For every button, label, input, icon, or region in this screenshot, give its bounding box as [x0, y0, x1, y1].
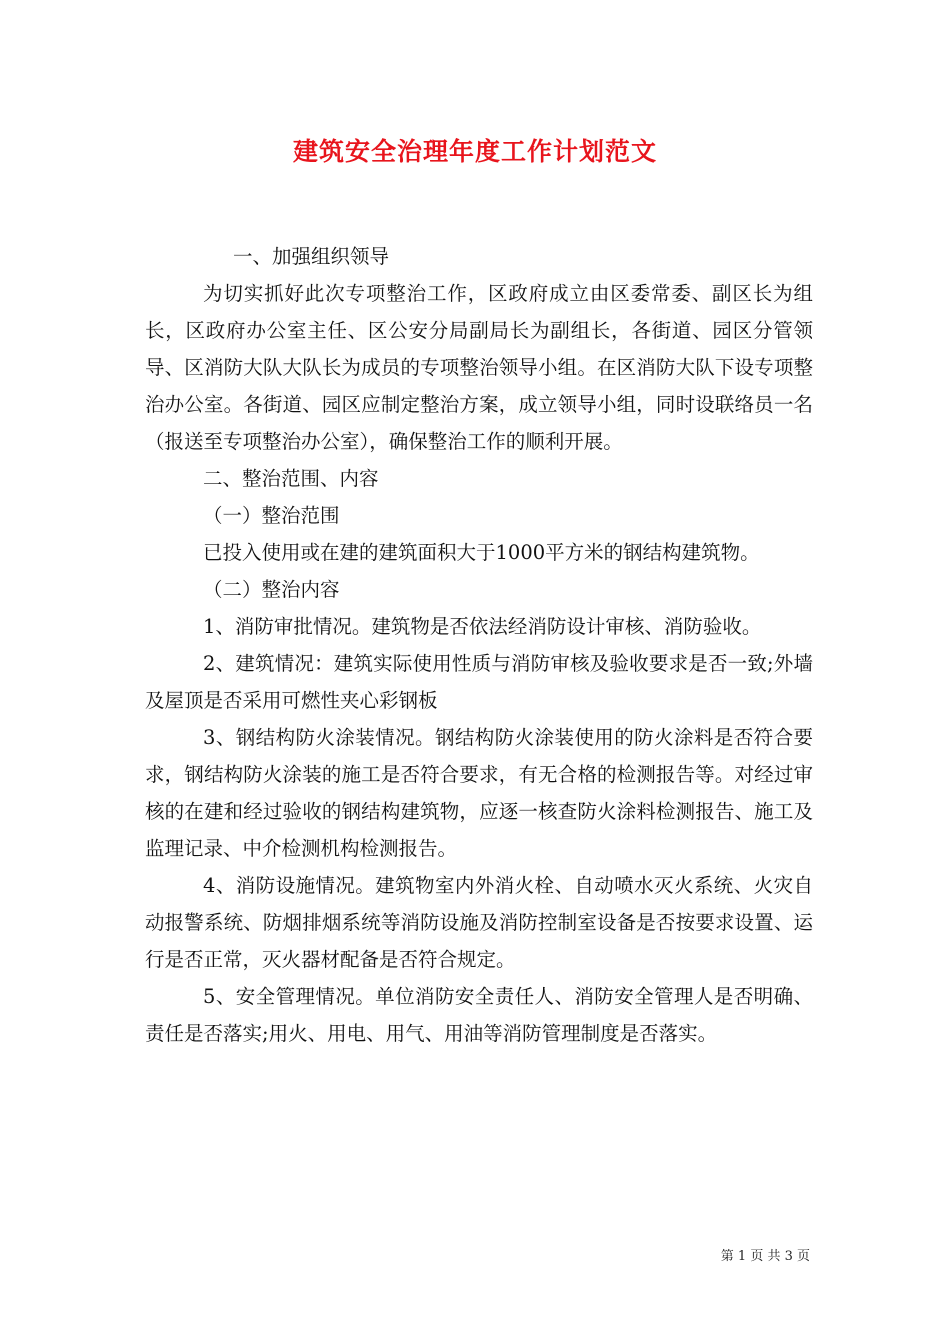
- paragraph-scope: 已投入使用或在建的建筑面积大于1000平方米的钢结构建筑物。: [203, 541, 760, 564]
- heading-section-1: 一、加强组织领导: [233, 245, 390, 268]
- paragraph-item-4: 4、消防设施情况。建筑物室内外消火栓、自动喷水灭火系统、火灾自动报警系统、防烟排烟系统等消防设施及消防控制室设备是否按要求设置、运行是否正常，灭火器材配备是否符合规定。: [145, 874, 813, 971]
- paragraph-organization: 为切实抓好此次专项整治工作，区政府成立由区委常委、副区长为组长，区政府办公室主任、区公安分局副局长为副组长，各街道、园区分管领导、区消防大队大队长为成员的专项整治领导小组。在区消防大队下设专项整治办公室。各街道、园区应制定整治方案，成立领导小组，同时设联络员一名（报送至专项整治办公室），确保整治工作的顺利开展。: [145, 282, 813, 453]
- paragraph-item-3: 3、钢结构防火涂装情况。钢结构防火涂装使用的防火涂料是否符合要求，钢结构防火涂装的施工是否符合要求，有无合格的检测报告等。对经过审核的在建和经过验收的钢结构建筑物，应逐一核查防火涂料检测报告、施工及监理记录、中介检测机构检测报告。: [145, 726, 813, 860]
- page-number-footer: 第 1 页 共 3 页: [720, 1249, 810, 1264]
- paragraph-item-2: 2、建筑情况：建筑实际使用性质与消防审核及验收要求是否一致;外墙及屋顶是否采用可燃性夹心彩钢板: [145, 652, 813, 712]
- heading-section-2: 二、整治范围、内容: [203, 467, 379, 490]
- subheading-scope: （一）整治范围: [203, 504, 340, 527]
- paragraph-item-5: 5、安全管理情况。单位消防安全责任人、消防安全管理人是否明确、责任是否落实;用火、用电、用气、用油等消防管理制度是否落实。: [145, 985, 813, 1045]
- paragraph-item-1: 1、消防审批情况。建筑物是否依法经消防设计审核、消防验收。: [203, 615, 762, 638]
- document-body: [145, 238, 813, 1052]
- subheading-content: （二）整治内容: [203, 578, 340, 601]
- document-title: 建筑安全治理年度工作计划范文: [292, 137, 657, 166]
